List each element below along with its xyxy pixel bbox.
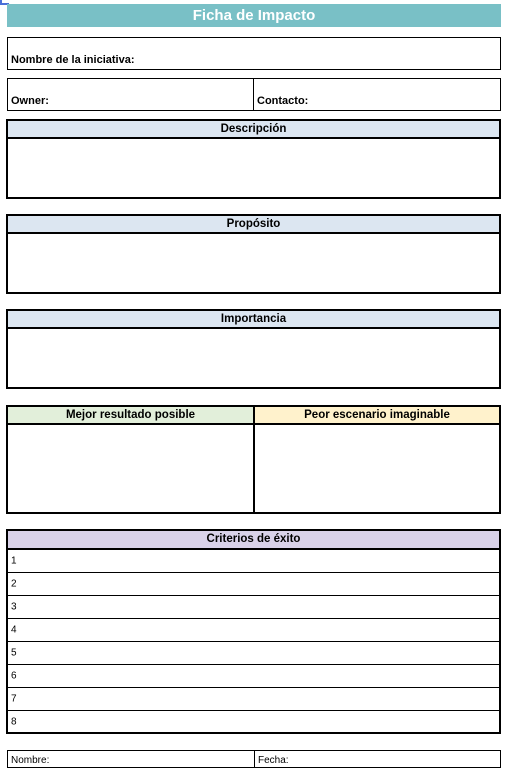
initiative-name-field[interactable]	[7, 37, 501, 70]
criteria-row[interactable]	[6, 550, 501, 573]
importance-header: Importancia	[6, 309, 501, 329]
criteria-row[interactable]	[6, 596, 501, 619]
form-title: Ficha de Impacto	[7, 4, 501, 27]
criteria-row-number: 8	[11, 716, 17, 727]
owner-label: Owner:	[11, 95, 49, 107]
criteria-row-number: 7	[11, 693, 17, 705]
best-outcome-header: Mejor resultado posible	[6, 405, 255, 425]
purpose-area[interactable]	[6, 234, 501, 294]
contact-label: Contacto:	[257, 95, 309, 107]
criteria-row[interactable]	[6, 573, 501, 596]
footer-name-label: Nombre:	[11, 755, 50, 766]
criteria-row-number: 2	[11, 578, 17, 590]
footer-date-field[interactable]	[254, 750, 501, 768]
criteria-row[interactable]	[6, 642, 501, 665]
criteria-row-number: 3	[11, 601, 17, 613]
owner-field[interactable]	[7, 78, 254, 111]
criteria-row-number: 4	[11, 624, 17, 636]
worst-scenario-header: Peor escenario imaginable	[253, 405, 501, 425]
best-outcome-area[interactable]	[6, 425, 255, 514]
footer-date-label: Fecha:	[258, 755, 289, 766]
criteria-row-number: 5	[11, 647, 17, 659]
criteria-row-number: 6	[11, 670, 17, 682]
initiative-name-label: Nombre de la iniciativa:	[11, 54, 135, 66]
importance-area[interactable]	[6, 329, 501, 389]
worst-scenario-area[interactable]	[253, 425, 501, 514]
footer-name-field[interactable]	[7, 750, 255, 768]
purpose-header: Propósito	[6, 214, 501, 234]
success-criteria-header: Criterios de éxito	[6, 529, 501, 550]
criteria-row[interactable]	[6, 665, 501, 688]
criteria-row[interactable]	[6, 619, 501, 642]
criteria-row-number: 1	[11, 555, 17, 567]
description-header: Descripción	[6, 119, 501, 139]
criteria-row[interactable]	[6, 711, 501, 734]
criteria-row[interactable]	[6, 688, 501, 711]
description-area[interactable]	[6, 139, 501, 199]
contact-field[interactable]	[253, 78, 501, 111]
